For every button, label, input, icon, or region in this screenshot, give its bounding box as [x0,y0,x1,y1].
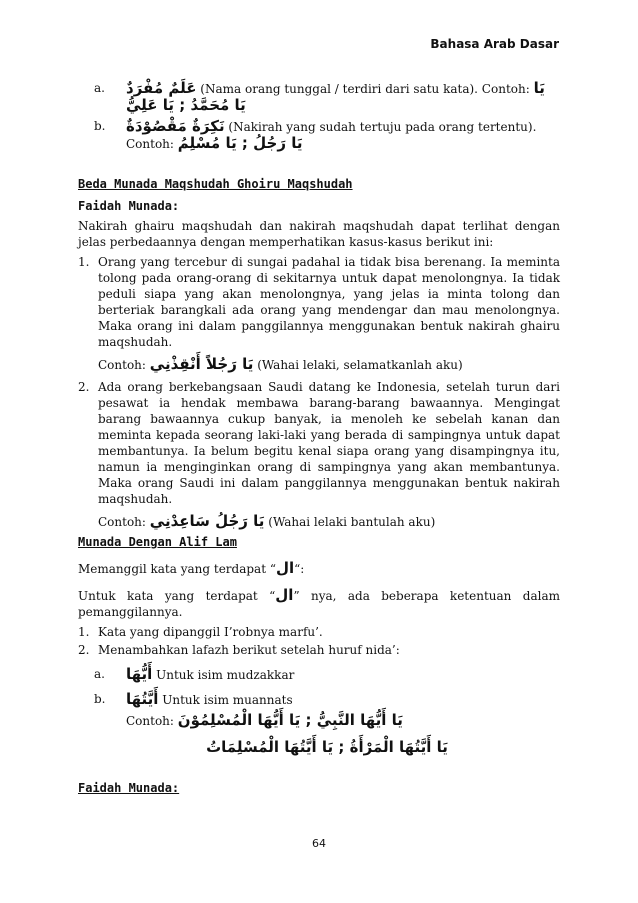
list-item-a [78,80,560,114]
list-label: a. [94,667,105,681]
list-label: b. [94,692,106,706]
contoh-arabic-line-2: يَا أَيَّتُهَا الْمَرْأَةُ ; يَا أَيَّتُهَا الْمُسْلِمَاتُ [206,738,448,756]
contoh-arabic: يَا رَجُلُ سَاعِدْنِي [149,512,265,530]
arabic-term: أَيُّهَا [126,665,153,683]
list-label: a. [94,81,105,95]
text-segment: Untuk kata yang terdapat “ [78,589,276,603]
item-text: Untuk isim mudzakkar [156,668,295,682]
contoh-translation: (Wahai lelaki, selamatkanlah aku) [257,358,463,372]
section-subheading: Faidah Munada: [78,199,180,213]
contoh-block [78,712,560,756]
item-number: 2. [78,380,90,394]
text-segment: Memanggil kata yang terdapat “ [78,562,276,576]
sub-item-a [78,666,560,683]
contoh-arabic: يَا رَجُلاً أَنْقِذْنِي [149,355,254,373]
section-intro: Nakirah ghairu maqshudah dan nakirah maqshudah dapat terlihat dengan jelas perbedaannya dengan memperhatikan kasus-kasus berikut ini: [78,219,560,249]
text-segment: ” nya, ada beberapa ketentuan dalam pemanggilannya. [78,589,560,619]
item-text: Orang yang tercebur di sungai padahal ia tidak bisa berenang. Ia meminta tolong pada orang-orang di sekitarnya untuk dapat menolongnya. Ia tidak peduli siapa yang akan menolongnya, yang jelas ia minta tolong dan berteriak barangkali ada orang yang mendengar dan mau menolongnya. Maka orang ini dalam panggilannya menggunakan bentuk nakirah ghairu maqshudah. [98,255,560,349]
page-content [78,80,560,796]
list-label: b. [94,119,106,133]
numbered-item-2 [78,642,560,658]
text-segment: “: [294,562,305,576]
numbered-item-2 [78,379,560,530]
contoh-label: Contoh: [98,515,146,529]
section-heading: Beda Munada Maqshudah Ghoiru Maqshudah [78,177,353,191]
page-header-title: Bahasa Arab Dasar [430,37,559,51]
arabic-alif-lam: ال [275,586,294,604]
section-line [78,560,560,577]
list-item-b [78,118,560,152]
contoh-arabic-line-1: يَا أَيُّهَا النَّبِيُّ ; يَا أَيُّهَا الْمُسْلِمُوْنَ [177,711,403,729]
page-number: 64 [312,837,326,850]
sub-item-b [78,691,560,708]
contoh-label: Contoh: [126,137,174,151]
contoh-line [98,513,560,530]
section-heading: Munada Dengan Alif Lam [78,535,237,549]
list-text: (Nama orang tunggal / terdiri dari satu kata). Contoh: [200,82,530,96]
item-number: 1. [78,255,90,269]
section-paragraph [78,587,560,620]
arabic-term: عَلَمٌ مُفْرَدٌ [126,79,197,97]
item-number: 1. [78,625,90,639]
numbered-item-1 [78,624,560,640]
section-heading: Faidah Munada: [78,781,180,795]
item-text: Menambahkan lafazh berikut setelah huruf nida’: [98,643,400,657]
contoh-label: Contoh: [98,358,146,372]
contoh-translation: (Wahai lelaki bantulah aku) [268,515,436,529]
item-text: Untuk isim muannats [162,693,293,707]
item-text: Kata yang dipanggil I’robnya marfu’. [98,625,323,639]
arabic-term: أَيَّتُهَا [126,690,159,708]
numbered-item-1 [78,254,560,373]
arabic-term: نَكِرَةٌ مَقْصُوْدَةٌ [126,117,225,135]
list-text: (Nakirah yang sudah tertuju pada orang tertentu). [228,120,537,134]
arabic-example: يَا مُحَمَّدُ ; يَا عَلِيُّ [126,96,246,114]
arabic-alif-lam: ال [275,559,295,577]
item-text: Ada orang berkebangsaan Saudi datang ke Indonesia, setelah turun dari pesawat ia hendak membawa barang-barang bawaannya. Mengingat barang bawaannya cukup banyak, ia menoleh ke sebelah kanan dan meminta kepada seorang laki-laki yang berada di sampingnya untuk dapat membantunya. Ia belum begitu kenal siapa orang yang disampingnya itu, namun ia menginginkan orang di sampingnya yang akan membantunya. Maka orang Saudi ini dalam panggilannya menggunakan bentuk nakirah maqshudah. [98,380,560,506]
item-number: 2. [78,643,90,657]
contoh-line [98,356,560,373]
arabic-example: يَا رَجُلُ ; يَا مُسْلِمُ [177,134,303,152]
arabic-example-ya: يَا [533,79,545,97]
contoh-label: Contoh: [126,714,174,728]
